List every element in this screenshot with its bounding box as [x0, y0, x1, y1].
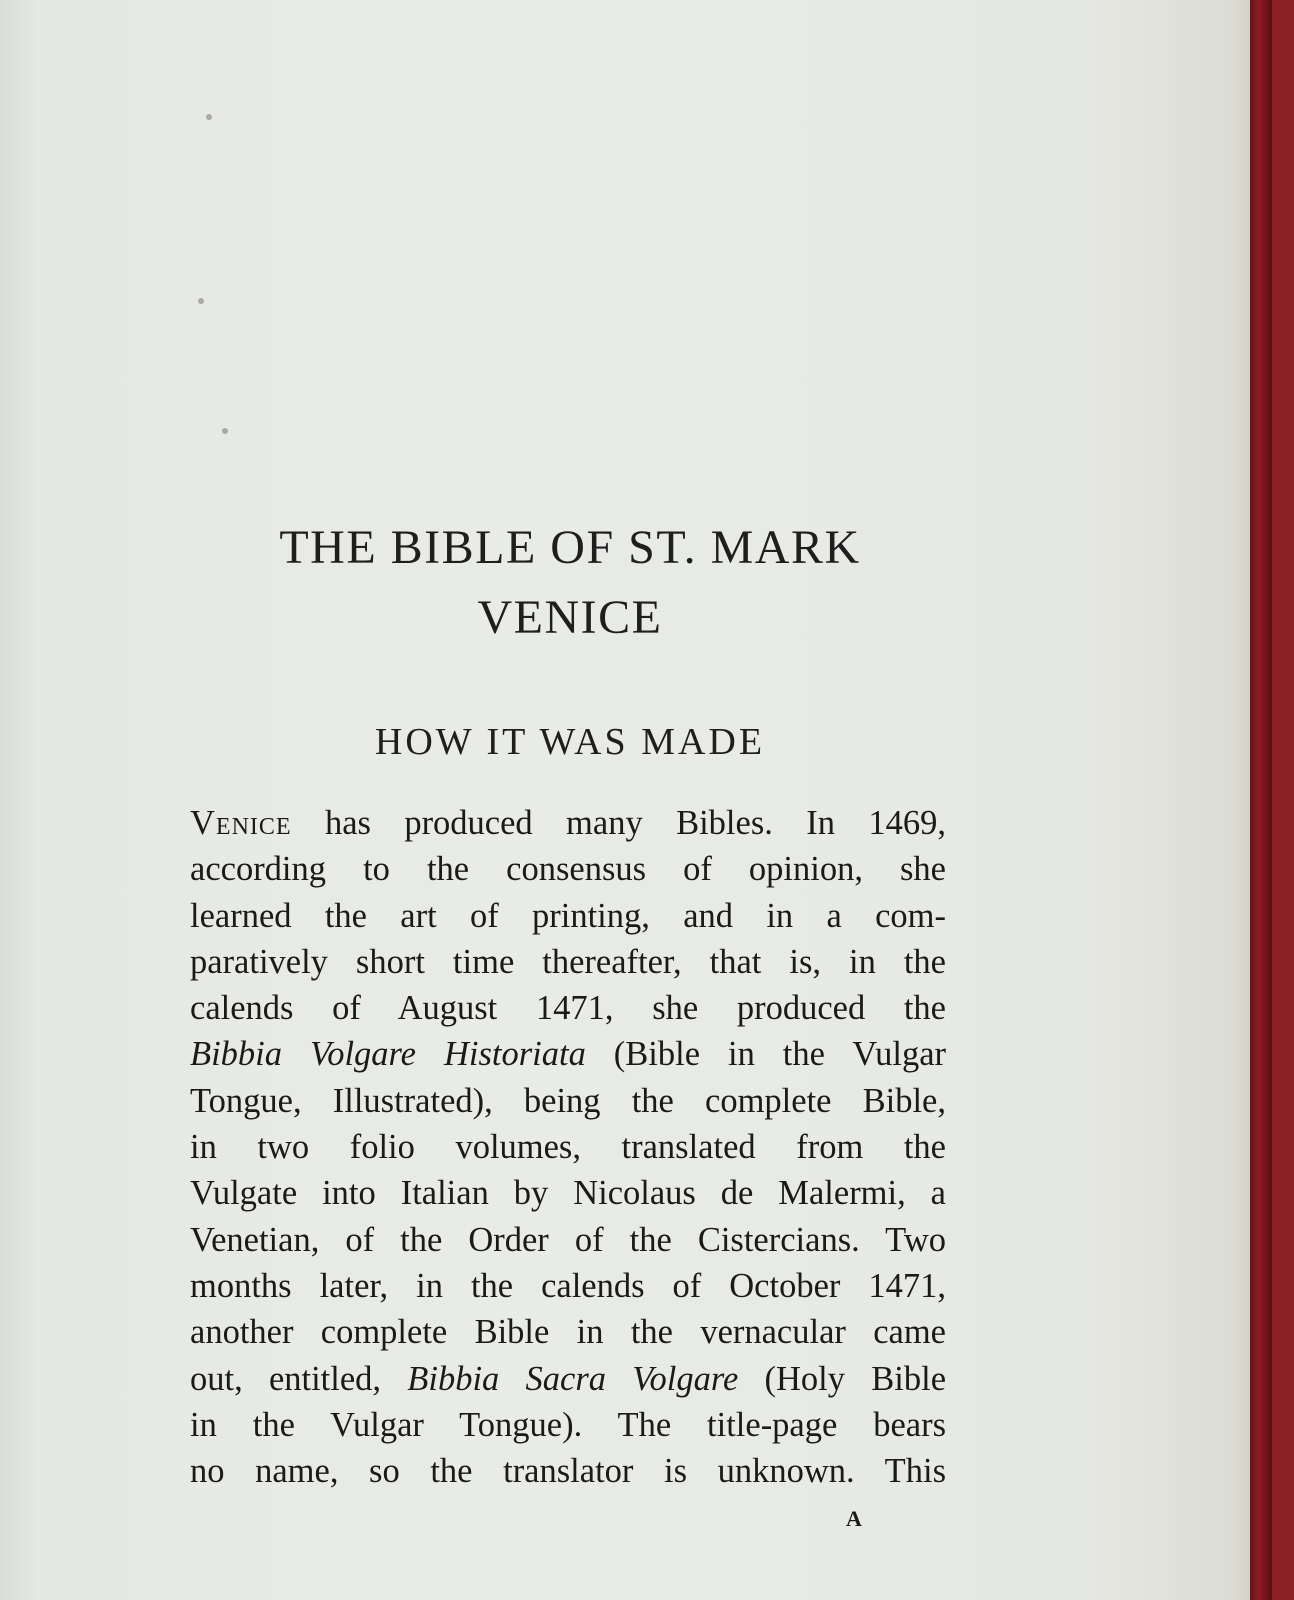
text-line	[190, 800, 946, 846]
paper-spot	[222, 428, 228, 434]
italic-title: Bibbia Sacra Volgare	[407, 1359, 739, 1398]
text-line: according to the consensus of opinion, she	[190, 850, 946, 889]
text-line: calends of August 1471, she produced the	[190, 989, 946, 1028]
italic-title: Bibbia Volgare Historiata	[190, 1035, 586, 1074]
chapter-title-line-2: VENICE	[477, 591, 663, 644]
book-binding-edge	[1250, 0, 1272, 1600]
text-line: no name, so the translator is unknown. This	[190, 1452, 946, 1491]
text-line	[190, 1031, 946, 1077]
chapter-title-line-1: THE BIBLE OF ST. MARK	[279, 521, 861, 574]
text-span: (Bible in the Vulgar	[585, 1035, 946, 1074]
text-line: months later, in the calends of October 1471,	[190, 1266, 946, 1305]
text-line: another complete Bible in the vernacular came	[190, 1313, 946, 1352]
signature-mark: A	[846, 1506, 862, 1531]
body-text	[190, 800, 946, 1494]
text-line: paratively short time thereafter, that is, in the	[190, 942, 946, 981]
text-line: learned the art of printing, and in a com-	[190, 896, 946, 935]
paper-spot	[206, 114, 212, 120]
text-span: has produced many Bibles. In 1469,	[291, 804, 946, 842]
text-line: Venetian, of the Order of the Cistercians. Two	[190, 1220, 946, 1259]
text-line	[190, 1356, 946, 1402]
text-line: in two folio volumes, translated from the	[190, 1128, 946, 1167]
text-span: out, entitled,	[190, 1359, 408, 1398]
text-line: in the Vulgar Tongue). The title-page bears	[190, 1405, 946, 1444]
section-heading: HOW IT WAS MADE	[374, 721, 766, 763]
text-line: Vulgate into Italian by Nicolaus de Malermi, a	[190, 1174, 946, 1213]
text-line: Tongue, Illustrated), being the complete Bible,	[190, 1081, 946, 1120]
paper-spot	[198, 298, 204, 304]
text-span: (Holy Bible	[738, 1359, 947, 1398]
drop-word: Venice	[190, 804, 292, 842]
